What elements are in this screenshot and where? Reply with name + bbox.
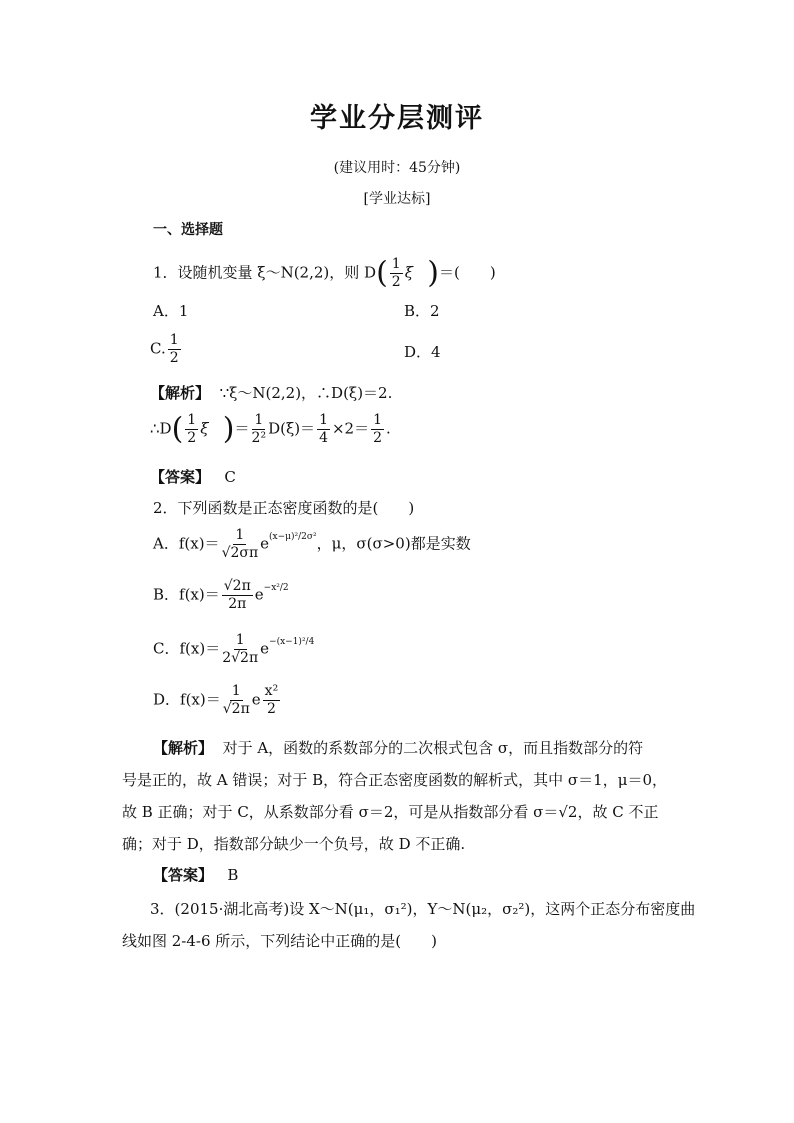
q1-l2-f2-den: 2² — [251, 430, 267, 446]
q3-stem-line1: 3．(2015·湖北高考)设 X～N(μ₁，σ₁²)，Y～N(μ₂，σ₂²)，这两个正态分布密度曲 — [150, 900, 696, 918]
q1-analysis-tag: 【解析】 — [150, 384, 211, 402]
q1-l2-f1-num: 1 — [187, 412, 197, 428]
q2-option-b: B．f(x)＝ $\frac{√2\pi}{2\pi}$ e−x²/2 — [153, 578, 289, 612]
q1-analysis-line1 — [150, 382, 392, 403]
page-title: 学业分层测评 — [310, 103, 484, 134]
q1-option-b: B．2 — [404, 302, 440, 320]
q2-c-prefix: C．f(x)＝ — [153, 639, 221, 658]
q1-optc-den: 2 — [169, 350, 179, 366]
q1-stem-fraction — [390, 256, 403, 291]
q2-b-exp: −x²/2 — [263, 582, 289, 593]
q3-stem-line2: 线如图 2-4-6 所示，下列结论中正确的是( ) — [122, 932, 438, 950]
q2-analysis-line4: 确；对于 D，指数部分缺少一个负号，故 D 不正确. — [122, 835, 466, 853]
q1-option-c — [150, 332, 183, 367]
q1-stem-b: ＝( ) — [439, 263, 496, 282]
q2-c-exp: −(x−1)²/4 — [269, 636, 315, 647]
q2-analysis-text1: 对于 A，函数的系数部分的二次根式包含 σ，而且指数部分的符 — [222, 739, 644, 757]
q2-answer-value: B — [227, 866, 239, 884]
q1-l2-f4-num: 1 — [373, 412, 383, 428]
q1-analysis-line2: ∴D( $\frac{1}{2}$ ξ )＝ $\frac{1}{\text{2²}}$ D(ξ)＝ $\frac{1}{4}$ ×2＝ $\frac{1}{2}$ . — [150, 411, 391, 447]
q2-d-exp-num: x² — [264, 683, 279, 699]
q2-option-c: C．f(x)＝ $\frac{1}{2√2\pi}$ e−(x−1)²/4 — [153, 632, 315, 666]
q1-answer — [150, 466, 236, 487]
q1-l2-frac3 — [317, 412, 330, 447]
q2-a-exp: (x−μ)²/2σ² — [269, 531, 317, 542]
q1-option-c-prefix: C. — [150, 339, 166, 358]
q2-a-num: 1 — [235, 527, 245, 543]
q2-analysis-line1 — [153, 737, 643, 758]
q2-option-d: D．f(x)＝ $\frac{1}{√2\pi}$ e $\frac{\text{x²}}{2}$ — [153, 683, 279, 717]
q1-stem: 1．设随机变量 ξ～N(2,2)，则 D( $\frac{1}{2}$ ξ )＝( ) — [153, 255, 496, 291]
level-tag: [学业达标] — [363, 191, 431, 207]
q1-l2-a: ∴D — [150, 419, 172, 438]
q2-analysis-line3: 故 B 正确；对于 C，从系数部分看 σ＝2，可是从指数部分看 σ＝√2，故 C 不正 — [122, 803, 659, 821]
q2-c-fraction — [222, 632, 258, 667]
q2-analysis-line2: 号是正的，故 A 错误；对于 B，符合正态密度函数的解析式，其中 σ＝1，μ＝0， — [122, 771, 668, 789]
q2-a-fraction — [222, 527, 259, 562]
q1-analysis-text1: ∵ξ～N(2,2)，∴D(ξ)＝2. — [219, 384, 393, 402]
q1-l2-eq: ＝ — [234, 419, 250, 438]
q1-l2-mid: D(ξ)＝ — [268, 419, 316, 438]
q1-frac-num: 1 — [391, 256, 401, 272]
q2-d-prefix: D．f(x)＝ — [153, 690, 221, 709]
q1-optc-num: 1 — [169, 332, 179, 348]
q1-l2-var: ξ — [200, 419, 209, 438]
q1-answer-value: C — [224, 468, 236, 486]
q1-stem-a: 1．设随机变量 ξ～N(2,2)，则 D — [153, 263, 377, 282]
q1-option-c-fraction — [168, 332, 181, 367]
q2-d-exp-den: 2 — [266, 701, 276, 717]
q1-frac-den: 2 — [391, 274, 401, 290]
q1-l2-end: . — [386, 419, 391, 438]
q1-l2-f3-num: 1 — [319, 412, 328, 428]
q1-option-d: D．4 — [404, 343, 441, 361]
q2-d-fraction — [223, 683, 250, 718]
q1-option-a: A．1 — [153, 302, 189, 320]
q2-analysis-tag: 【解析】 — [153, 739, 214, 757]
q2-a-den: √2σπ — [221, 545, 259, 561]
q1-l2-f3-den: 4 — [319, 430, 328, 446]
q2-a-suffix: ，μ，σ(σ>0)都是实数 — [316, 534, 471, 553]
q2-stem: 2．下列函数是正态密度函数的是( ) — [153, 499, 415, 517]
subtitle: (建议用时：45分钟) — [333, 160, 461, 176]
q1-l2-frac4 — [371, 412, 384, 447]
q2-d-num: 1 — [231, 683, 241, 699]
q1-answer-tag: 【答案】 — [150, 468, 211, 486]
q2-b-prefix: B．f(x)＝ — [153, 585, 220, 604]
q1-l2-frac1 — [185, 412, 198, 447]
q2-b-num: √2π — [223, 578, 251, 594]
q2-d-den: √2π — [222, 701, 250, 717]
q1-l2-f2-num: 1 — [254, 412, 264, 428]
q1-l2-times: ×2＝ — [331, 419, 370, 438]
q2-b-fraction — [222, 578, 253, 613]
q2-answer — [153, 864, 238, 885]
q1-l2-frac2 — [252, 412, 267, 447]
q2-answer-tag: 【答案】 — [153, 866, 214, 884]
q2-c-num: 1 — [235, 632, 245, 648]
q1-frac-var: ξ — [404, 263, 413, 282]
q1-l2-f4-den: 2 — [373, 430, 383, 446]
q2-a-prefix: A．f(x)＝ — [153, 534, 220, 553]
section-heading: 一、选择题 — [153, 222, 223, 238]
q2-d-exp-fraction — [263, 683, 281, 718]
q2-b-den: 2π — [228, 596, 247, 612]
q2-option-a: A．f(x)＝ $\frac{1}{√2\sigma\pi}$ e(x−μ)²/2σ²，μ，σ(σ>0)都是实数 — [153, 527, 471, 561]
q1-l2-f1-den: 2 — [187, 430, 197, 446]
q2-c-den: 2√2π — [222, 650, 259, 666]
